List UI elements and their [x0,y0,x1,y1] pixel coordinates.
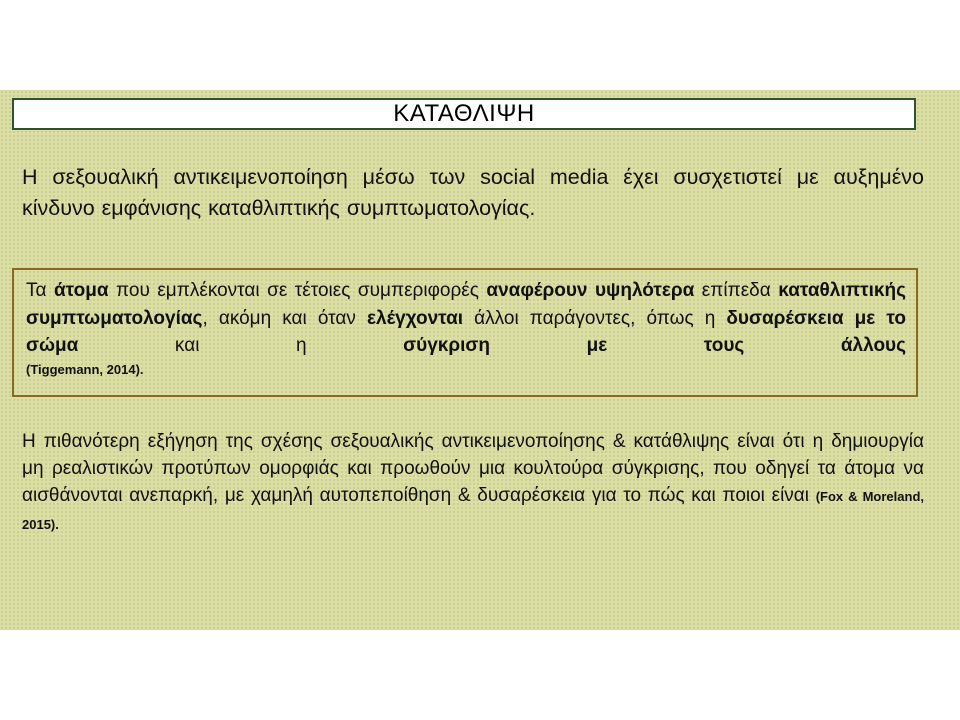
highlight-box [12,268,918,397]
highlight-paragraph [26,277,906,360]
text-segment: που εμπλέκονται σε τέτοιες συμπεριφορές [108,280,487,301]
slide [0,90,960,630]
citation: (Fox & Moreland, 2015). [22,489,924,532]
bold-segment: ελέγχονται [367,307,464,329]
slide-title-text: ΚΑΤΑΘΛΙΨΗ [393,100,535,127]
intro-paragraph: Η σεξουαλική αντικειμενοποίηση μέσω των social media έχει συσχετιστεί με αυξημένο κίνδυνο εμφάνισης καταθλιπτικής συμπτωματολογίας. [22,165,924,220]
bold-segment: αναφέρουν υψηλότερα [486,280,695,301]
text-segment: , ακόμη και όταν [202,307,367,329]
bold-segment: καταθλιπτικής συμπτωματολογίας [26,280,907,329]
bold-segment: άτομα [54,280,109,301]
text-segment: και η [78,335,404,356]
bold-segment: δυσαρέσκεια με το σώμα [26,307,906,356]
explanation-paragraph [22,428,924,538]
text-segment: άλλοι παράγοντες, όπως η [463,307,727,329]
text-segment: Τα [26,280,54,301]
text-segment: επίπεδα [694,280,779,301]
bold-segment: σύγκριση με τους άλλους [403,335,906,356]
explanation-text: Η πιθανότερη εξήγηση της σχέσης σεξουαλικής αντικειμενοποίησης & κατάθλιψης είναι ότι η δημιουργία μη ρεαλιστικών προτύπων ομορφιάς και προωθούν μια κουλτούρα σύγκρισης, που οδηγεί τα άτομα να αισθάνονται ανεπαρκή, με χαμηλή αυτοπεποίθηση & δυσαρέσκεια για το πώς και ποιοι είναι [22,431,924,506]
citation: (Tiggemann, 2014). [26,361,144,377]
slide-title [12,98,916,130]
